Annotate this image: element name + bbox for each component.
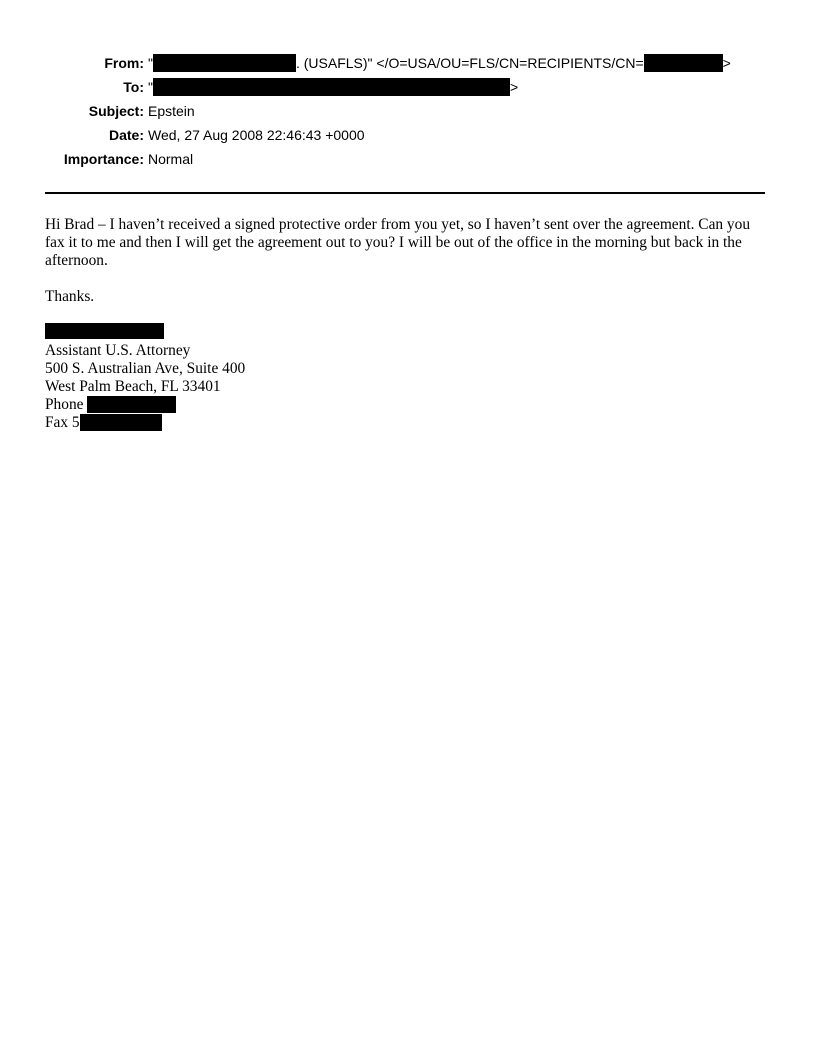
importance-value: Normal: [148, 151, 194, 167]
signature-phone: [45, 396, 176, 414]
fax-label: Fax 5: [45, 414, 80, 431]
redaction-bar: [87, 396, 176, 413]
redaction-bar: [80, 414, 162, 431]
redaction-bar: [644, 54, 723, 72]
from-label: From:: [104, 55, 144, 71]
signature-title: Assistant U.S. Attorney: [45, 342, 191, 359]
from-suffix: . (USAFLS)" </O=USA/OU=FLS/CN=RECIPIENTS/CN=: [295, 55, 644, 71]
from-value: [148, 54, 731, 72]
redaction-bar: [153, 54, 296, 72]
to-value: [148, 78, 518, 96]
to-end: >: [509, 79, 519, 95]
date-value: Wed, 27 Aug 2008 22:46:43 +0000: [148, 127, 365, 143]
redaction-bar: [153, 78, 510, 96]
header-divider: [45, 192, 765, 194]
from-end: >: [722, 55, 731, 71]
message-closing: Thanks.: [45, 288, 95, 305]
signature-address-line1: 500 S. Australian Ave, Suite 400: [45, 360, 246, 377]
message-paragraph: Hi Brad – I haven’t received a signed protective order from you yet, so I haven’t sent over the agreement. Can you fax it to me and then I will get the agreement out to you? I will be out of the office in the morning but back in the afternoon.: [45, 216, 751, 269]
phone-label: Phone: [45, 396, 84, 413]
redaction-bar: [45, 323, 164, 339]
importance-label: Importance:: [63, 151, 144, 167]
date-label: Date:: [108, 127, 144, 143]
subject-value: Epstein: [148, 103, 195, 119]
signature-fax: [45, 414, 162, 432]
signature-name-redaction: [45, 323, 164, 341]
from-prefix: ": [148, 55, 153, 71]
to-prefix: ": [148, 79, 153, 95]
subject-label: Subject:: [88, 103, 144, 119]
signature-address-line2: West Palm Beach, FL 33401: [45, 378, 221, 395]
to-label: To:: [123, 79, 144, 95]
